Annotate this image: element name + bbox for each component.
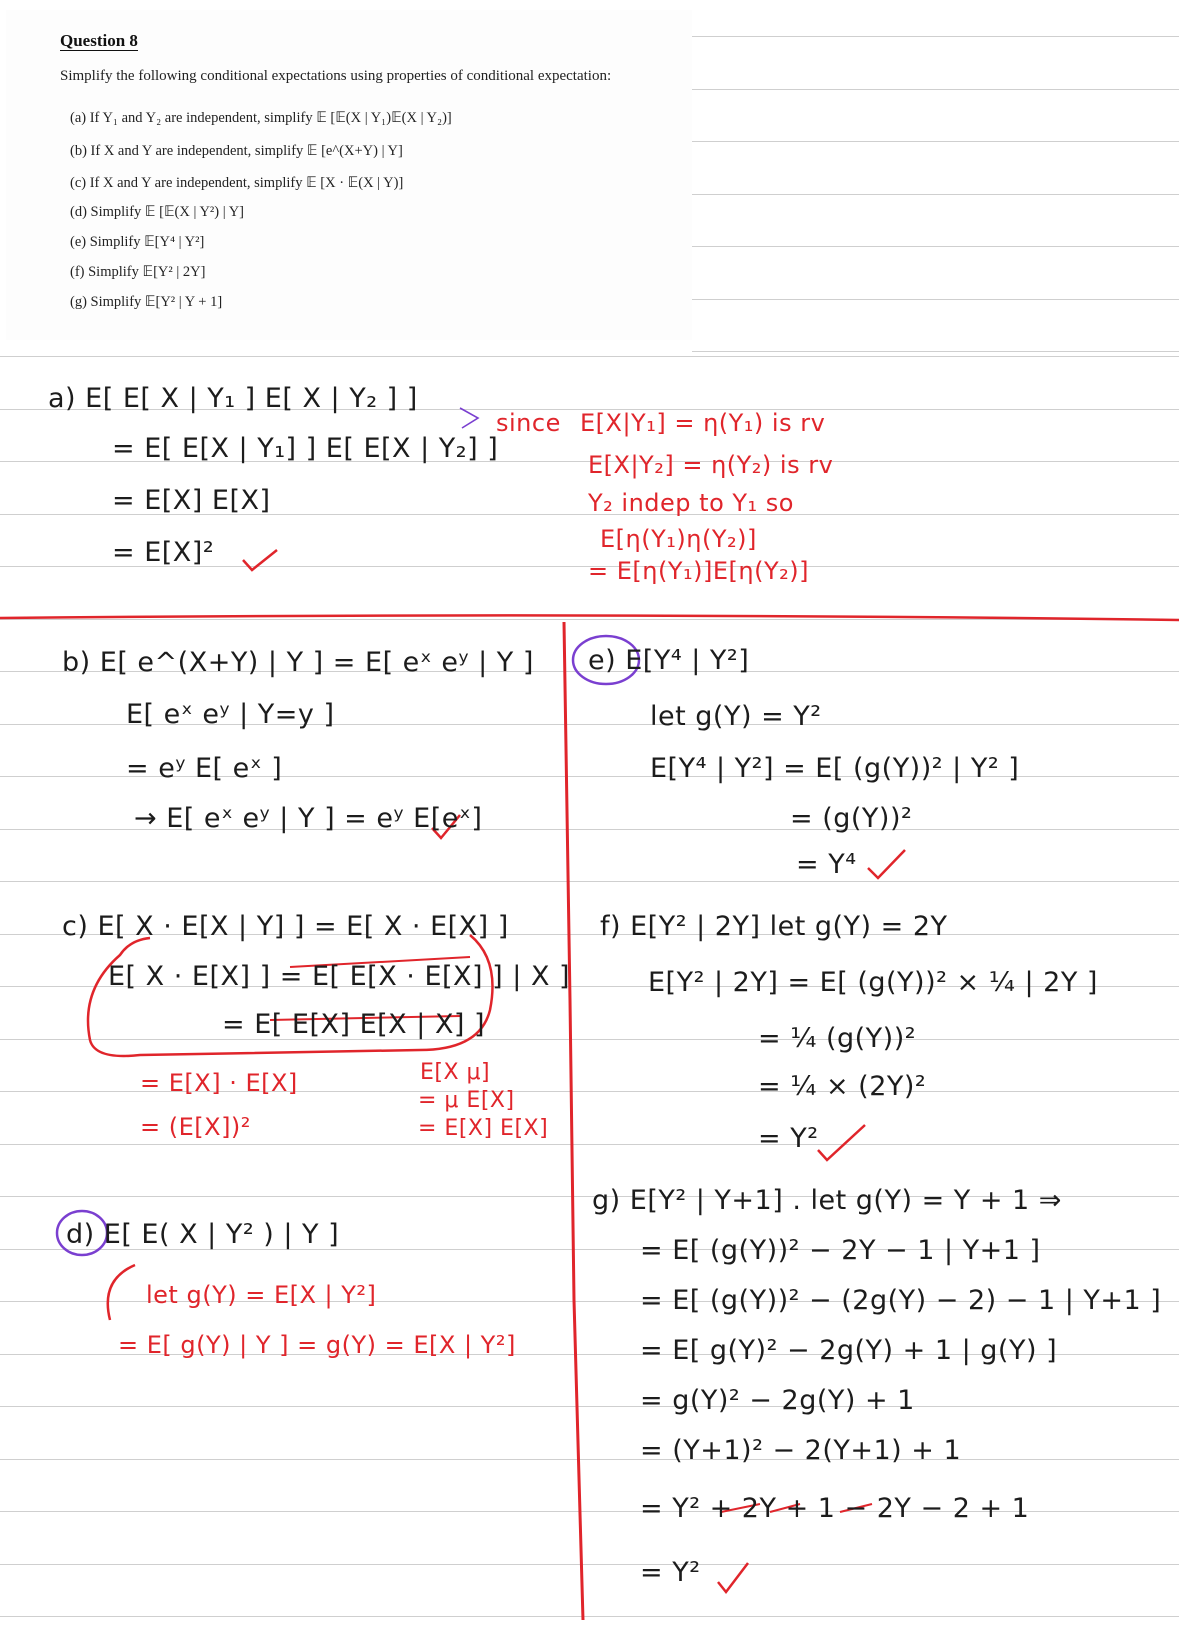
question-item-g: (g) Simplify 𝔼[Y² | Y + 1] <box>70 294 223 310</box>
column-divider-line <box>564 622 583 1620</box>
question-item-c: (c) If X and Y are independent, simplify 𝔼 [X · 𝔼(X | Y)] <box>70 175 404 191</box>
answer-g-line-6: = (Y+1)² − 2(Y+1) + 1 <box>640 1435 962 1466</box>
check-icon <box>243 550 277 570</box>
question-item-b: (b) If X and Y are independent, simplify 𝔼 [e^(X+Y) | Y] <box>70 143 403 159</box>
answer-c-line-4: = E[X] · E[X] <box>140 1069 298 1097</box>
answer-a-note-2: E[X|Y₂] = η(Y₂) is rv <box>588 451 834 479</box>
answer-e-line-3: E[Y⁴ | Y²] = E[ (g(Y))² | Y² ] <box>650 753 1020 784</box>
answer-f-line-3: = ¼ (g(Y))² <box>758 1023 917 1054</box>
answer-c-line-2: E[ X · E[X] ] = E[ E[X · E[X] ] | X ] <box>108 961 571 992</box>
answer-g-line-1: g) E[Y² | Y+1] . let g(Y) = Y + 1 ⇒ <box>592 1185 1062 1216</box>
answer-d-line-3: = E[ g(Y) | Y ] = g(Y) = E[X | Y²] <box>118 1331 516 1359</box>
answer-b-line-3: = eʸ E[ eˣ ] <box>126 753 283 784</box>
answer-a-line-3: = E[X] E[X] <box>112 485 271 516</box>
answer-a-since: since <box>496 409 561 437</box>
answer-a-line-1: a) E[ E[ X | Y₁ ] E[ X | Y₂ ] ] <box>48 383 418 414</box>
answer-e-line-1: e) E[Y⁴ | Y²] <box>588 645 750 676</box>
answer-g-line-5: = g(Y)² − 2g(Y) + 1 <box>640 1385 915 1416</box>
answer-c-note-3: = E[X] E[X] <box>418 1116 549 1141</box>
answer-d-line-1: d) E[ E( X | Y² ) | Y ] <box>66 1219 340 1250</box>
answer-c-note-2: = μ E[X] <box>418 1088 515 1113</box>
question-item-f: (f) Simplify 𝔼[Y² | 2Y] <box>70 264 206 280</box>
answer-a-note-3: Y₂ indep to Y₁ so <box>588 489 794 517</box>
arrow-icon <box>460 408 478 428</box>
answer-c-line-5: = (E[X])² <box>140 1113 251 1141</box>
question-item-d: (d) Simplify 𝔼 [𝔼(X | Y²) | Y] <box>70 204 244 220</box>
answer-g-line-3: = E[ (g(Y))² − (2g(Y) − 2) − 1 | Y+1 ] <box>640 1285 1162 1316</box>
answer-a-note-4: E[η(Y₁)η(Y₂)] <box>600 525 757 553</box>
answer-a-line-2: = E[ E[X | Y₁] ] E[ E[X | Y₂] ] <box>112 433 499 464</box>
answer-f-line-1: f) E[Y² | 2Y] let g(Y) = 2Y <box>600 911 948 942</box>
answer-e-line-4: = (g(Y))² <box>790 803 913 834</box>
answer-c-line-1: c) E[ X · E[X | Y] ] = E[ X · E[X] ] <box>62 911 509 942</box>
answer-a-note-5: = E[η(Y₁)]E[η(Y₂)] <box>588 557 809 585</box>
annotation-bracket <box>108 1265 135 1320</box>
question-intro: Simplify the following conditional expectations using properties of conditional expectation: <box>60 68 612 84</box>
answer-b-line-4: → E[ eˣ eʸ | Y ] = eʸ E[eˣ] <box>134 803 483 834</box>
check-icon <box>868 850 905 878</box>
question-title: Question 8 <box>60 31 138 50</box>
answer-b-line-1: b) E[ e^(X+Y) | Y ] = E[ eˣ eʸ | Y ] <box>62 647 534 678</box>
answer-b-line-2: E[ eˣ eʸ | Y=y ] <box>126 699 335 730</box>
answer-e-line-2: let g(Y) = Y² <box>650 701 822 732</box>
section-divider-line <box>0 615 1179 620</box>
answer-f-line-2: E[Y² | 2Y] = E[ (g(Y))² × ¼ | 2Y ] <box>648 967 1098 998</box>
answer-f-line-5: = Y² <box>758 1123 819 1154</box>
answer-a-note-1: E[X|Y₁] = η(Y₁) is rv <box>580 409 826 437</box>
answer-g-line-4: = E[ g(Y)² − 2g(Y) + 1 | g(Y) ] <box>640 1335 1058 1366</box>
answer-f-line-4: = ¼ × (2Y)² <box>758 1071 927 1102</box>
answer-c-note-1: E[X μ] <box>420 1060 491 1085</box>
question-item-e: (e) Simplify 𝔼[Y⁴ | Y²] <box>70 234 205 250</box>
answer-a-line-4: = E[X]² <box>112 537 215 568</box>
answer-e-line-5: = Y⁴ <box>796 849 857 880</box>
answer-d-line-2: let g(Y) = E[X | Y²] <box>146 1281 377 1309</box>
check-icon <box>718 1563 748 1592</box>
answer-c-line-3: = E[ E[X] E[X | X] ] <box>222 1009 486 1040</box>
question-item-a: (a) If Y₁ and Y₂ are independent, simplify 𝔼 [𝔼(X | Y₁)𝔼(X | Y₂)] <box>70 110 452 126</box>
answer-g-line-8: = Y² <box>640 1557 701 1588</box>
check-icon <box>818 1125 865 1160</box>
answer-g-line-7: = Y² + 2Y + 1 − 2Y − 2 + 1 <box>640 1493 1030 1524</box>
answer-g-line-2: = E[ (g(Y))² − 2Y − 1 | Y+1 ] <box>640 1235 1041 1266</box>
